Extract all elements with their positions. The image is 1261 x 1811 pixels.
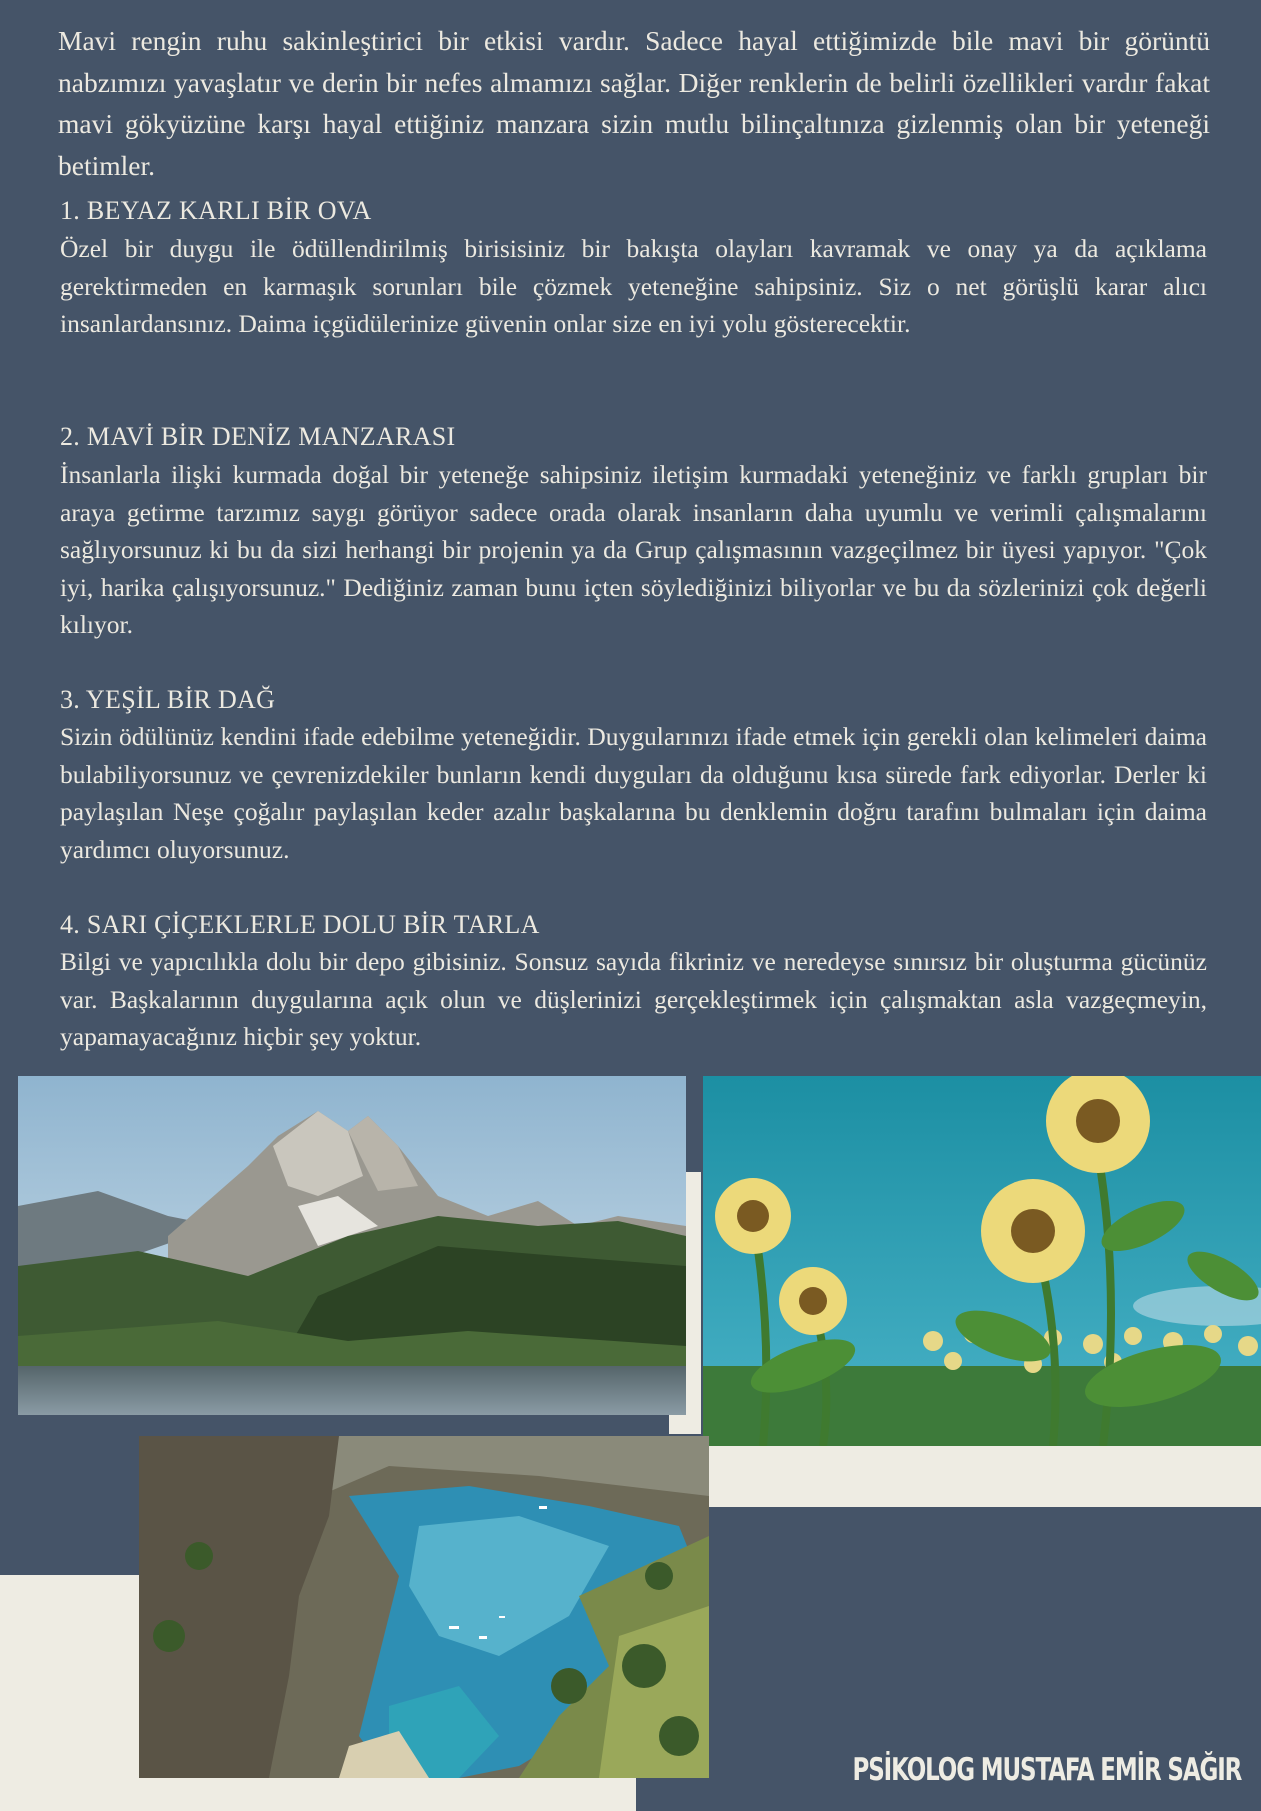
coastal-bay-photo <box>139 1436 709 1778</box>
sunflower-field-photo <box>703 1076 1261 1446</box>
intro-paragraph: Mavi rengin ruhu sakinleştirici bir etkisi vardır. Sadece hayal ettiğimizde bile mavi bir görüntü nabzımızı yavaşlatır ve derin bir nefes almamızı sağlar. Diğer renklerin de belirli özellikleri vardır fakat mavi gökyüzüne karşı hayal ettiğiniz manzara sizin mutlu bilinçaltınıza gizlenmiş olan bir yeteneği betimler. <box>58 25 1210 181</box>
section-2-title: 2. MAVİ BİR DENİZ MANZARASI <box>60 422 456 451</box>
section-4-body: Bilgi ve yapıcılıkla dolu bir depo gibisiniz. Sonsuz sayıda fikriniz ve neredeyse sınırsız bir oluşturma gücünüz var. Başkalarının duygularına açık olun ve düşlerinizi gerçekleştirmek için çalışmaktan asla vazgeçmeyin, yapamayacağınız hiçbir şey yoktur. <box>60 947 1207 1052</box>
cream-block-bottom-left <box>0 1575 140 1811</box>
section-3-title: 3. YEŞİL BİR DAĞ <box>60 685 276 714</box>
author-signature: PSİKOLOG MUSTAFA EMİR SAĞIR <box>852 1752 1241 1788</box>
section-3-body: Sizin ödülünüz kendini ifade edebilme yeteneğidir. Duygularınızı ifade etmek için gerekli olan kelimeleri daima bulabiliyorsunuz ve çevrenizdekiler bunların kendi duyguları da olduğunu kısa sürede fark ediyorlar. Derler ki paylaşılan Neşe çoğalır paylaşılan keder azalır başkalarına bu denklemin doğru tarafını bulmaları için daima yardımcı oluyorsunuz. <box>60 722 1207 864</box>
section-1-title: 1. BEYAZ KARLI BİR OVA <box>60 196 372 225</box>
cream-block-right <box>700 1444 1261 1507</box>
section-2-body: İnsanlarla ilişki kurmada doğal bir yeteneğe sahipsiniz iletişim kurmadaki yeteneğiniz ve farklı grupları bir araya getirme tarzımız saygı görüyor sadece orada olarak insanların daha uyumlu ve verimli çalışmalarını sağlıyorsunuz ki bu da sizi herhangi bir projenin ya da Grup çalışmasının vazgeçilmez bir üyesi yapıyor. "Çok iyi, harika çalışıyorsunuz." Dediğiniz zaman bunu içten söylediğinizi biliyorlar ve bu da sözlerinizi çok değerli kılıyor. <box>60 460 1207 640</box>
section-4-title: 4. SARI ÇİÇEKLERLE DOLU BİR TARLA <box>60 910 540 939</box>
cream-block-bottom-strip <box>140 1778 636 1811</box>
section-1-body: Özel bir duygu ile ödüllendirilmiş birisisiniz bir bakışta olayları kavramak ve onay ya da açıklama gerektirmeden en karmaşık sorunları bile çözmek yeteneğine sahipsiniz. Siz o net görüşlü karar alıcı insanlardansınız. Daima içgüdülerinize güvenin onlar size en iyi yolu gösterecektir. <box>60 234 1207 339</box>
mountain-lake-photo <box>18 1076 686 1415</box>
